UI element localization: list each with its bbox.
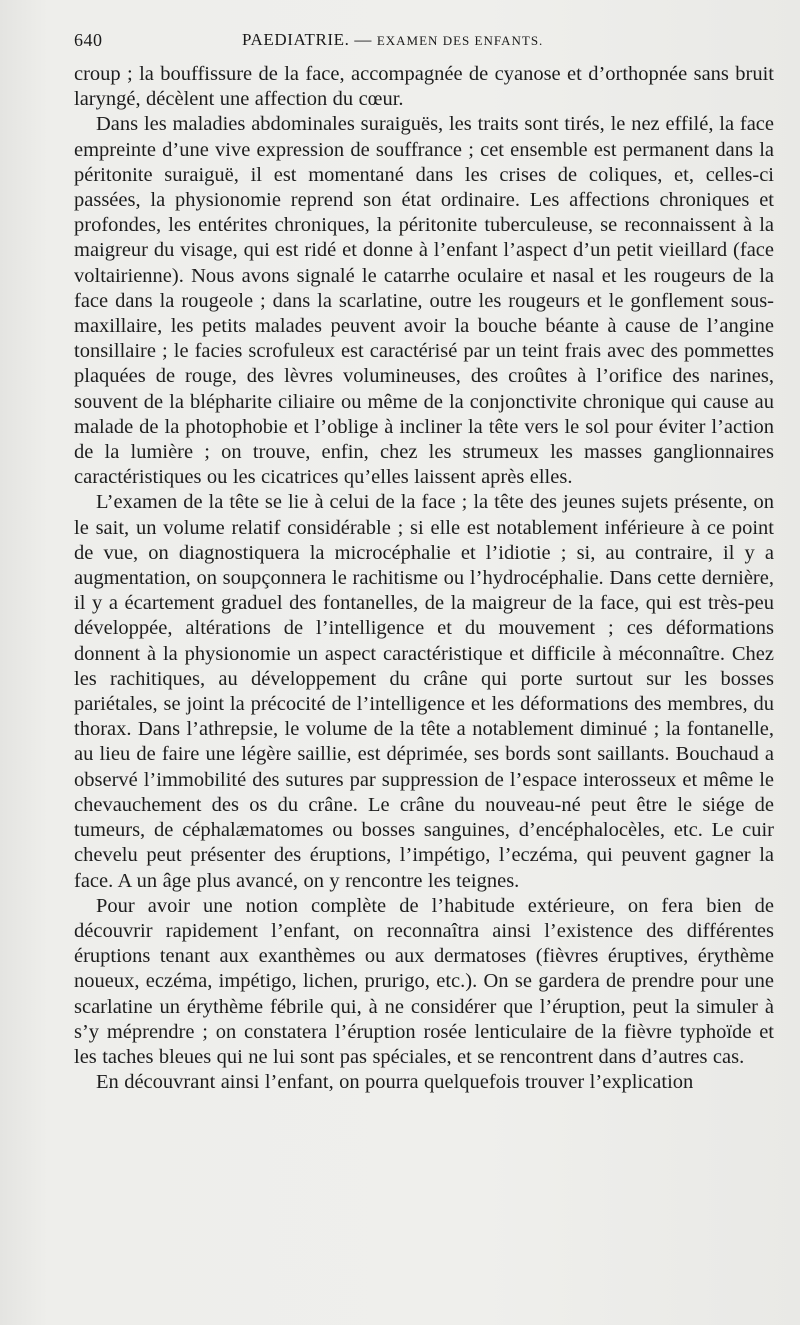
running-head-subtitle: EXAMEN DES ENFANTS. [376, 33, 544, 48]
paragraph: Dans les maladies abdominales suraiguës, les traits sont tirés, le nez effilé, la face empreinte d’une vive expression de souffrance ; cet ensemble est permanent dans la péritonite suraiguë, il est momentané dans les crises de coliques, et, celles-ci passées, la physionomie reprend son état ordinaire. Les affections chroniques et profondes, les entérites chroniques, la péritonite tuberculeuse, se reconnaissent à la maigreur du visage, qui est ridé et donne à l’enfant l’aspect d’un petit vieillard (face voltairienne). Nous avons signalé le catarrhe oculaire et nasal et les rougeurs de la face dans la rougeole ; dans la scarlatine, outre les rougeurs et le gonflement sous-maxillaire, les petits malades peuvent avoir la bouche béante à cause de l’angine tonsillaire ; le facies scrofuleux est caractérisé par un teint frais avec des pommettes plaquées de rouge, des lèvres volumineuses, des croûtes à l’orifice des narines, souvent de la blépharite ciliaire ou même de la conjonctivite chronique qui cause au malade de la photophobie et l’oblige à incliner la tête vers le sol pour éviter l’action de la lumière ; on trouve, enfin, chez les strumeux les masses ganglionnaires caractéristiques ou les cicatrices qu’elles laissent après elles. [74, 113, 774, 489]
running-head-separator: — [354, 30, 372, 49]
running-head-title: PAEDIATRIE. [242, 30, 350, 49]
paragraph: L’examen de la tête se lie à celui de la face ; la tête des jeunes sujets présente, on le sait, un volume relatif considérable ; si elle est notablement inférieure à ce point de vue, on diagnostiquera la microcéphalie et l’idiotie ; si, au contraire, il y a augmentation, on soupçonnera le rachitisme ou l’hydrocéphalie. Dans cette dernière, il y a écartement graduel des fontanelles, de la maigreur de la face, qui est très-peu développée, altérations de l’intelligence et du mouvement ; ces déformations donnent à la physionomie un aspect caractéristique et difficile à méconnaître. Chez les rachitiques, au développement du crâne qui porte surtout sur les bosses pariétales, se joint la précocité de l’intelligence et les déformations des membres, du thorax. Dans l’athrepsie, le volume de la tête a notablement diminué ; la fontanelle, au lieu de faire une légère saillie, est déprimée, ses bords sont saillants. Bouchaud a observé l’immobilité des sutures par suppression de l’espace interosseux et même le chevauchement des os du crâne. Le crâne du nouveau-né peut être le siége de tumeurs, de céphalæmatomes ou bosses sanguines, d’encéphalocèles, etc. Le cuir chevelu peut présenter des éruptions, l’impétigo, l’eczéma, qui peuvent gagner la face. A un âge plus avancé, on y rencontre les teignes. [74, 491, 774, 892]
paragraph: croup ; la bouffissure de la face, accompagnée de cyanose et d’orthopnée sans bruit laryngé, décèlent une affection du cœur. [74, 63, 774, 111]
body-text [74, 62, 774, 1095]
paragraph: Pour avoir une notion complète de l’habitude extérieure, on fera bien de découvrir rapidement l’enfant, on reconnaîtra ainsi l’existence des différentes éruptions tenant aux exanthèmes ou aux dermatoses (fièvres éruptives, érythème noueux, eczéma, impétigo, lichen, prurigo, etc.). On se gardera de prendre pour une scarlatine un érythème fébrile qui, à ne considérer que l’éruption, peut la simuler à s’y méprendre ; on constatera l’éruption rosée lenticulaire de la fièvre typhoïde et les taches bleues qui ne lui sont pas spéciales, et se rencontrent dans d’autres cas. [74, 894, 774, 1068]
page-header [74, 30, 774, 54]
page-number: 640 [74, 30, 103, 50]
running-head [242, 30, 543, 50]
paragraph: En découvrant ainsi l’enfant, on pourra quelquefois trouver l’explication [96, 1071, 694, 1094]
